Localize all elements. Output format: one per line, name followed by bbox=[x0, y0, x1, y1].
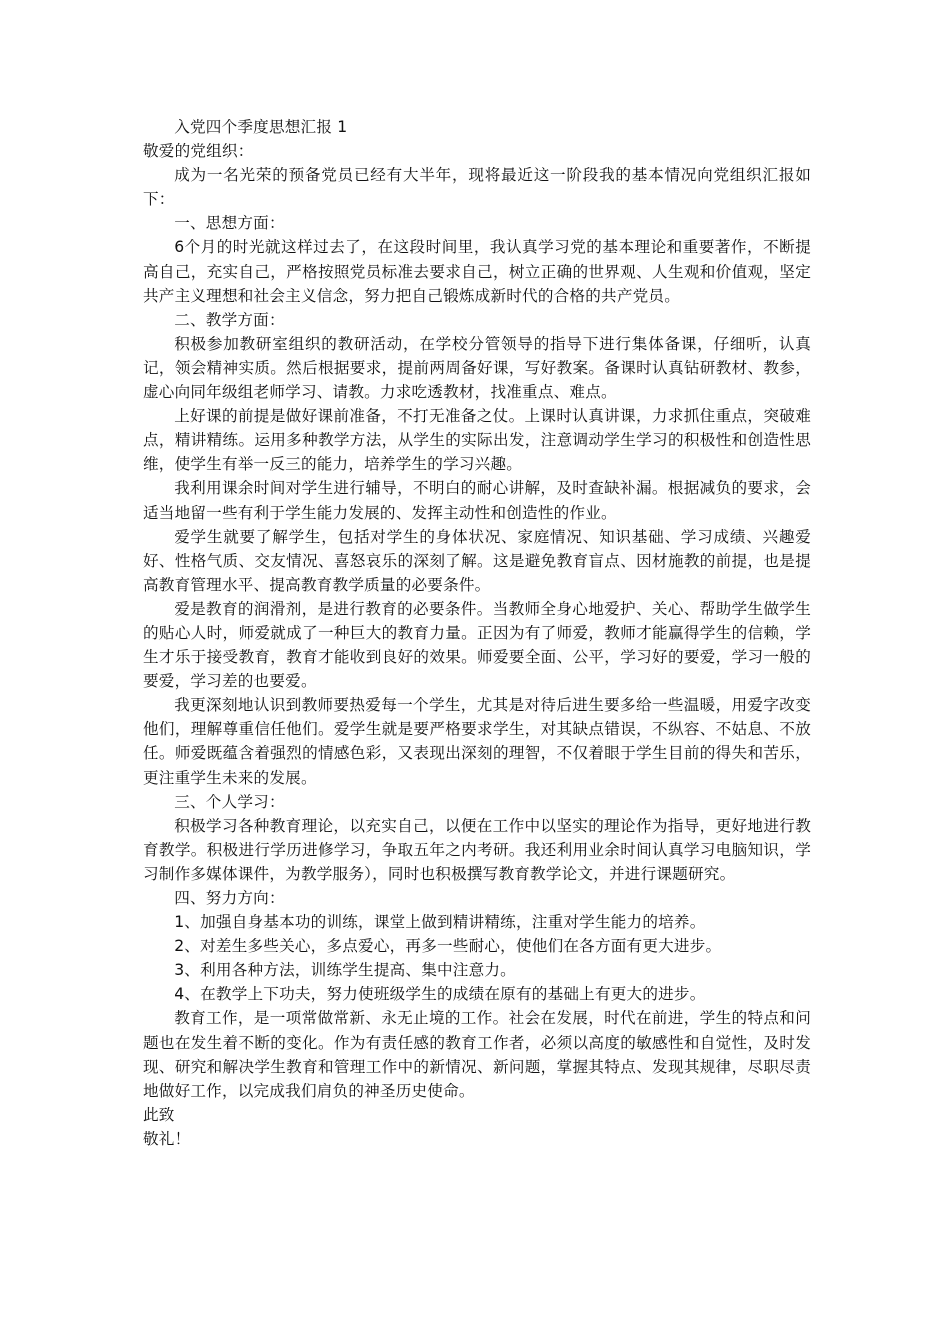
list-item: 1、加强自身基本功的训练，课堂上做到精讲精练，注重对学生能力的培养。 bbox=[174, 913, 706, 932]
section-heading-direction: 四、努力方向： bbox=[174, 889, 285, 907]
intro-paragraph: 成为一名光荣的预备党员已经有大半年，现将最近这一阶段我的基本情况向党组织汇报如下： bbox=[143, 166, 811, 209]
list-item: 4、在教学上下功夫，努力使班级学生的成绩在原有的基础上有更大的进步。 bbox=[174, 985, 706, 1004]
paragraph: 我利用课余时间对学生进行辅导，不明白的耐心讲解，及时查缺补漏。根据减负的要求，会适当地留一些有利于学生能力发展的、发挥主动性和创造性的作业。 bbox=[143, 479, 811, 522]
paragraph: 爱学生就要了解学生，包括对学生的身体状况、家庭情况、知识基础、学习成绩、兴趣爱好、性格气质、交友情况、喜怒哀乐的深刻了解。这是避免教育盲点、因材施教的前提，也是提高教育管理水平、提高教育教学质量的必要条件。 bbox=[143, 527, 811, 594]
document-body bbox=[143, 115, 811, 1151]
paragraph: 我更深刻地认识到教师要热爱每一个学生，尤其是对待后进生要多给一些温暖，用爱字改变他们，理解尊重信任他们。爱学生就是要严格要求学生，对其缺点错误，不纵容、不姑息、不放任。师爱既蕴含着强烈的情感色彩，又表现出深刻的理智，不仅着眼于学生目前的得失和苦乐，更注重学生未来的发展。 bbox=[143, 696, 811, 787]
paragraph: 积极参加教研室组织的教研活动，在学校分管领导的指导下进行集体备课，仔细听，认真记，领会精神实质。然后根据要求，提前两周备好课，写好教案。备课时认真钻研教材、教参，虚心向同年级组老师学习、请教。力求吃透教材，找准重点、难点。 bbox=[143, 334, 811, 402]
section-heading-study: 三、个人学习： bbox=[174, 792, 285, 811]
document-title: 入党四个季度思想汇报 1 bbox=[174, 118, 348, 136]
paragraph: 6个月的时光就这样过去了，在这段时间里，我认真学习党的基本理论和重要著作，不断提高自己，充实自己，严格按照党员标准去要求自己，树立正确的世界观、人生观和价值观，坚定共产主义理想和社会主义信念，努力把自己锻炼成新时代的合格的共产党员。 bbox=[143, 238, 811, 305]
paragraph: 教育工作，是一项常做常新、永无止境的工作。社会在发展，时代在前进，学生的特点和问题也在发生着不断的变化。作为有责任感的教育工作者，必须以高度的敏感性和自觉性，及时发现、研究和解决学生教育和管理工作中的新情况、新问题，掌握其特点、发现其规律，尽职尽责地做好工作，以完成我们肩负的神圣历史使命。 bbox=[143, 1009, 811, 1100]
paragraph: 积极学习各种教育理论，以充实自己，以便在工作中以坚实的理论作为指导，更好地进行教育教学。积极进行学历进修学习，争取五年之内考研。我还利用业余时间认真学习电脑知识，学习制作多媒体课件，为教学服务），同时也积极撰写教育教学论文，并进行课题研究。 bbox=[143, 816, 811, 883]
list-item: 3、利用各种方法，训练学生提高、集中注意力。 bbox=[174, 961, 516, 980]
closing: 此致 bbox=[143, 1105, 175, 1124]
paragraph: 爱是教育的润滑剂，是进行教育的必要条件。当教师全身心地爱护、关心、帮助学生做学生的贴心人时，师爱就成了一种巨大的教育力量。正因为有了师爱，教师才能赢得学生的信赖，学生才乐于接受教育，教育才能收到良好的效果。师爱要全面、公平，学习好的要爱，学习一般的要爱，学习差的也要爱。 bbox=[143, 599, 811, 691]
section-heading-thought: 一、思想方面： bbox=[174, 214, 285, 233]
paragraph: 上好课的前提是做好课前准备，不打无准备之仗。上课时认真讲课，力求抓住重点，突破难点，精讲精练。运用多种教学方法，从学生的实际出发，注意调动学生学习的积极性和创造性思维，使学生有举一反三的能力，培养学生的学习兴趣。 bbox=[143, 407, 811, 474]
list-item: 2、对差生多些关心，多点爱心，再多一些耐心，使他们在各方面有更大进步。 bbox=[174, 937, 722, 956]
section-heading-teaching: 二、教学方面： bbox=[174, 310, 285, 329]
salutation: 敬爱的党组织： bbox=[143, 142, 254, 161]
regards: 敬礼！ bbox=[143, 1129, 191, 1148]
